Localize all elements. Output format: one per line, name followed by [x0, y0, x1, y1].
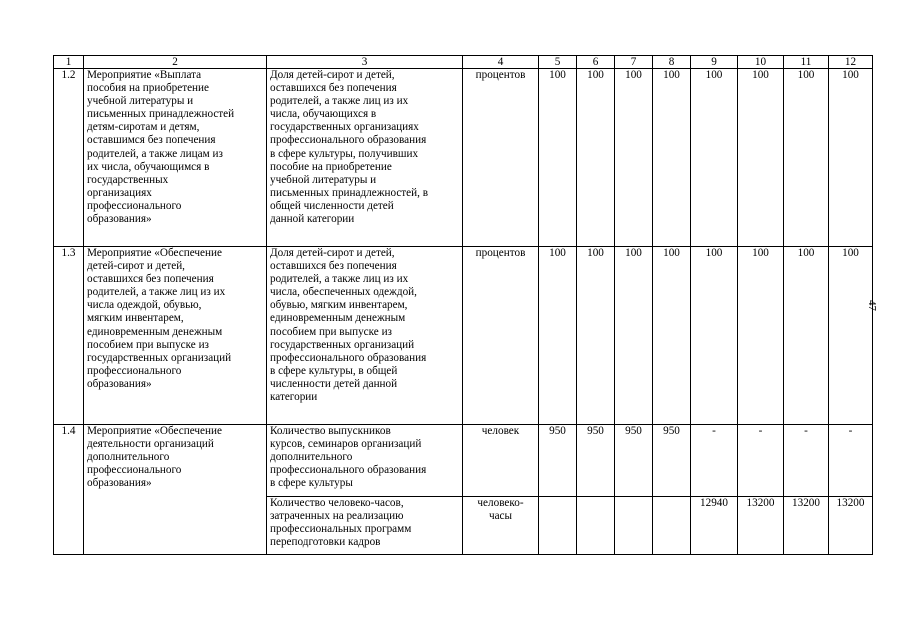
- value-cell: 950: [577, 425, 615, 497]
- unit-cell: человеко- часы: [463, 497, 539, 555]
- header-cell: 1: [54, 56, 84, 69]
- header-cell: 12: [829, 56, 873, 69]
- header-cell: 2: [84, 56, 267, 69]
- value-cell: [615, 497, 653, 555]
- table-row: [54, 69, 873, 247]
- indicator-cell: Доля детей-сирот и детей, оставшихся без попечения родителей, а также лиц из их числа, обучающихся в государственных организациях профессионального образования в сфере культуры, получивших пособие на приобретение учебной литературы и письменных принадлежностей, в общей численности детей данной категории: [267, 69, 463, 247]
- value-cell: 100: [784, 69, 829, 247]
- value-cell: 100: [829, 247, 873, 425]
- page-number: 47: [866, 300, 878, 311]
- value-cell: [539, 497, 577, 555]
- value-cell: 100: [539, 69, 577, 247]
- value-cell: 100: [539, 247, 577, 425]
- indicators-table: [53, 55, 873, 555]
- value-cell: -: [738, 425, 784, 497]
- table-row: [54, 425, 873, 497]
- value-cell: 100: [738, 69, 784, 247]
- value-cell: 13200: [784, 497, 829, 555]
- header-cell: 10: [738, 56, 784, 69]
- value-cell: 13200: [829, 497, 873, 555]
- value-cell: 100: [738, 247, 784, 425]
- header-cell: 9: [691, 56, 738, 69]
- indicator-cell: Количество выпускников курсов, семинаров организаций дополнительного профессионального образования в сфере культуры: [267, 425, 463, 497]
- row-number: 1.4: [54, 425, 84, 555]
- value-cell: 950: [539, 425, 577, 497]
- value-cell: -: [784, 425, 829, 497]
- header-cell: 5: [539, 56, 577, 69]
- value-cell: 100: [615, 247, 653, 425]
- value-cell: 100: [829, 69, 873, 247]
- row-number: 1.3: [54, 247, 84, 425]
- unit-cell: человек: [463, 425, 539, 497]
- value-cell: 100: [691, 247, 738, 425]
- unit-cell: процентов: [463, 247, 539, 425]
- header-cell: 8: [653, 56, 691, 69]
- value-cell: -: [691, 425, 738, 497]
- value-cell: 100: [615, 69, 653, 247]
- value-cell: -: [829, 425, 873, 497]
- table-row: [54, 247, 873, 425]
- header-row: [54, 56, 873, 69]
- event-cell: Мероприятие «Обеспечение деятельности организаций дополнительного профессионального образования»: [84, 425, 267, 555]
- indicator-cell: Доля детей-сирот и детей, оставшихся без попечения родителей, а также лиц из их числа, обеспеченных одеждой, обувью, мягким инвентарем, единовременным денежным пособием при выпуске из государственных организаций профессионального образования в сфере культуры, в общей численности детей данной категории: [267, 247, 463, 425]
- header-cell: 6: [577, 56, 615, 69]
- event-cell: Мероприятие «Выплата пособия на приобретение учебной литературы и письменных принадлежностей детям-сиротам и детям, оставшимся без попечения родителей, а также лицам из их числа, обучающимся в государственных организациях профессионального образования»: [84, 69, 267, 247]
- value-cell: 950: [653, 425, 691, 497]
- value-cell: 100: [691, 69, 738, 247]
- indicator-cell: Количество человеко-часов, затраченных на реализацию профессиональных программ переподготовки кадров: [267, 497, 463, 555]
- header-cell: 7: [615, 56, 653, 69]
- value-cell: 100: [653, 69, 691, 247]
- header-cell: 4: [463, 56, 539, 69]
- value-cell: 100: [577, 247, 615, 425]
- header-cell: 11: [784, 56, 829, 69]
- unit-cell: процентов: [463, 69, 539, 247]
- value-cell: 12940: [691, 497, 738, 555]
- value-cell: 100: [653, 247, 691, 425]
- value-cell: 100: [784, 247, 829, 425]
- value-cell: 100: [577, 69, 615, 247]
- value-cell: [577, 497, 615, 555]
- value-cell: 950: [615, 425, 653, 497]
- header-cell: 3: [267, 56, 463, 69]
- value-cell: 13200: [738, 497, 784, 555]
- row-number: 1.2: [54, 69, 84, 247]
- value-cell: [653, 497, 691, 555]
- event-cell: Мероприятие «Обеспечение детей-сирот и детей, оставшихся без попечения родителей, а также лиц из их числа одеждой, обувью, мягким инвентарем, единовременным денежным пособием при выпуске из государственных организаций профессионального образования»: [84, 247, 267, 425]
